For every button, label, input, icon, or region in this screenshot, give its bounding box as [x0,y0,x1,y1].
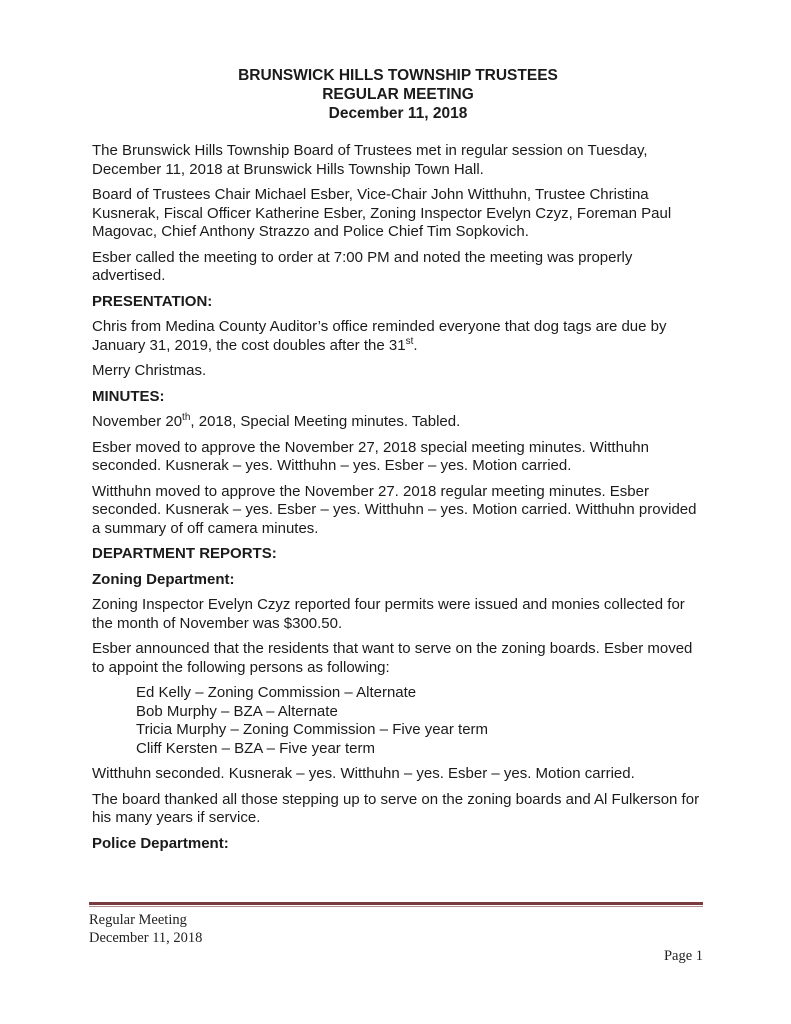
document-content [92,66,704,860]
title-line-org: BRUNSWICK HILLS TOWNSHIP TRUSTEES [238,67,558,84]
appointment-list [92,684,704,758]
footer-text [89,912,703,947]
page-footer [89,902,703,965]
paragraph: Witthuhn moved to approve the November 27. 2018 regular meeting minutes. Esber seconded. Kusnerak – yes. Esber – yes. Witthuhn – yes. Motion carried. Witthuhn provided a summary of off camera minutes. [92,482,697,537]
paragraph: Esber called the meeting to order at 7:00 PM and noted the meeting was properly advertised. [92,248,633,284]
paragraph: Esber moved to approve the November 27, 2018 special meeting minutes. Witthuhn seconded. Kusnerak – yes. Witthuhn – yes. Esber – yes. Motion carried. [92,438,649,474]
document-body [92,142,704,853]
footer-doc-type: Regular Meeting [89,912,187,928]
title-line-date: December 11, 2018 [328,105,468,122]
footer-rule-thick [89,902,703,905]
paragraph: November 20th, 2018, Special Meeting minutes. Tabled. [92,412,461,430]
list-item: Cliff Kersten – BZA – Five year term [136,739,375,757]
paragraph: The Brunswick Hills Township Board of Trustees met in regular session on Tuesday, December 11, 2018 at Brunswick Hills Township Town Hall. [92,142,648,178]
paragraph: The board thanked all those stepping up to serve on the zoning boards and Al Fulkerson for his many years if service. [92,790,700,826]
list-item: Ed Kelly – Zoning Commission – Alternate [136,684,417,701]
page-number: Page 1 [663,948,703,964]
section-heading: MINUTES: [92,387,165,405]
paragraph: Merry Christmas. [92,362,207,379]
section-heading: PRESENTATION: [92,292,213,310]
footer-rule-thin [89,906,703,907]
footer-doc-date: December 11, 2018 [89,929,203,946]
paragraph: Chris from Medina County Auditor’s office reminded everyone that dog tags are due by January 31, 2019, the cost doubles after the 31st. [92,318,667,354]
paragraph: Esber announced that the residents that want to serve on the zoning boards. Esber moved to appoint the following persons as following: [92,640,693,676]
ordinal-superscript: th [182,412,191,423]
list-item: Bob Murphy – BZA – Alternate [136,702,338,720]
footer-rule [89,902,703,907]
section-heading: Police Department: [92,834,229,852]
ordinal-superscript: st [405,335,414,347]
document-title [92,66,704,123]
list-item: Tricia Murphy – Zoning Commission – Five year term [136,721,489,738]
paragraph: Board of Trustees Chair Michael Esber, Vice-Chair John Witthuhn, Trustee Christina Kusnerak, Fiscal Officer Katherine Esber, Zoning Inspector Evelyn Czyz, Foreman Paul Magovac, Chief Anthony Strazzo and Police Chief Tim Sopkovich. [92,186,672,240]
paragraph: Witthuhn seconded. Kusnerak – yes. Witthuhn – yes. Esber – yes. Motion carried. [92,765,635,782]
section-heading: Zoning Department: [92,570,235,588]
section-heading: DEPARTMENT REPORTS: [92,545,277,562]
paragraph: Zoning Inspector Evelyn Czyz reported four permits were issued and monies collected for the month of November was $300.50. [92,596,685,632]
title-line-meeting-type: REGULAR MEETING [322,86,474,103]
